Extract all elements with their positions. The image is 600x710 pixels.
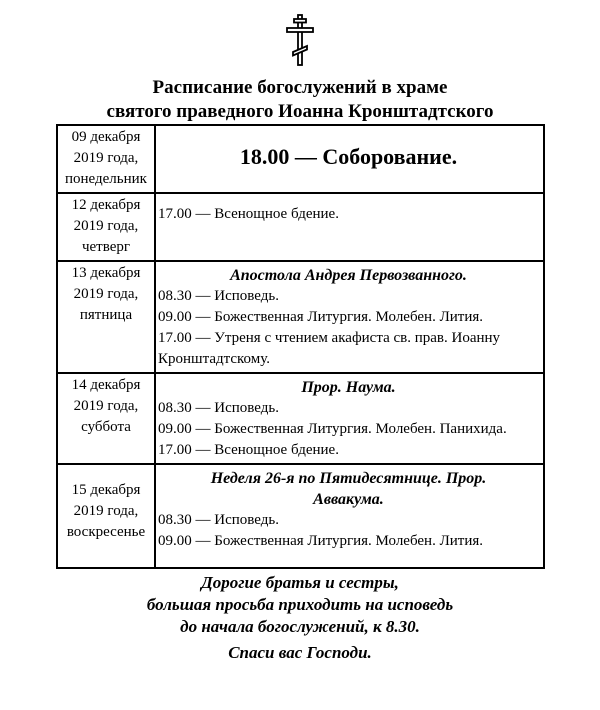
footer-line-4: Спаси вас Господи. xyxy=(228,643,372,662)
date-weekday: воскресенье xyxy=(66,524,146,540)
date-weekday: суббота xyxy=(81,419,131,435)
date-year: 2019 года, xyxy=(73,398,139,414)
date-cell xyxy=(57,464,155,568)
orthodox-cross-icon xyxy=(285,14,315,66)
footer-message xyxy=(0,572,600,664)
date-day: 09 декабря xyxy=(71,129,141,145)
events-cell xyxy=(155,373,544,464)
date-day: 12 декабря xyxy=(71,197,141,213)
table-row xyxy=(57,373,544,464)
feast-title: Прор. Наума. xyxy=(301,379,396,396)
footer-line-1: Дорогие братья и сестры, xyxy=(201,573,399,592)
footer-line-3: до начала богослужений, к 8.30. xyxy=(180,617,420,636)
date-weekday: пятница xyxy=(79,307,133,323)
date-weekday: понедельник xyxy=(65,171,147,187)
date-year: 2019 года, xyxy=(73,218,139,234)
table-row xyxy=(57,125,544,193)
event-line: 17.00 — Всенощное бдение. xyxy=(158,206,339,222)
date-day: 13 декабря xyxy=(71,265,141,281)
table-row xyxy=(57,193,544,261)
table-row xyxy=(57,464,544,568)
table-row xyxy=(57,261,544,373)
event-line: 08.30 — Исповедь. xyxy=(158,512,279,528)
main-event: 18.00 — Соборование. xyxy=(239,144,458,169)
page-title xyxy=(0,76,600,124)
event-line: 09.00 — Божественная Литургия. Молебен. Лития. xyxy=(158,533,484,549)
feast-title-line-2: Аввакума. xyxy=(313,491,384,508)
event-line: 08.30 — Исповедь. xyxy=(158,400,279,416)
date-cell xyxy=(57,373,155,464)
date-year: 2019 года, xyxy=(73,286,139,302)
events-cell xyxy=(155,125,544,193)
title-line-1: Расписание богослужений в храме xyxy=(152,77,448,98)
event-line: 17.00 — Всенощное бдение. xyxy=(158,442,339,458)
event-line: 08.30 — Исповедь. xyxy=(158,288,279,304)
feast-title: Апостола Андрея Первозванного. xyxy=(230,267,467,284)
events-cell xyxy=(155,193,544,261)
event-line: 09.00 — Божественная Литургия. Молебен. Лития. xyxy=(158,309,484,325)
feast-title xyxy=(158,465,539,510)
date-day: 15 декабря xyxy=(71,482,141,498)
footer-line-2: большая просьба приходить на исповедь xyxy=(146,595,454,614)
title-line-2: святого праведного Иоанна Кронштадтского xyxy=(106,101,494,122)
events-cell xyxy=(155,464,544,568)
date-cell xyxy=(57,193,155,261)
events-cell xyxy=(155,261,544,373)
schedule-table xyxy=(56,124,545,569)
feast-title-line-1: Неделя 26-я по Пятидесятнице. Прор. xyxy=(210,470,487,487)
event-line: 17.00 — Утреня с чтением акафиста св. прав. Иоанну Кронштадтскому. xyxy=(158,330,501,367)
date-year: 2019 года, xyxy=(73,503,139,519)
event-line: 09.00 — Божественная Литургия. Молебен. Панихида. xyxy=(158,421,507,437)
date-cell xyxy=(57,125,155,193)
date-weekday: четверг xyxy=(81,239,131,255)
date-year: 2019 года, xyxy=(73,150,139,166)
date-cell xyxy=(57,261,155,373)
date-day: 14 декабря xyxy=(71,377,141,393)
